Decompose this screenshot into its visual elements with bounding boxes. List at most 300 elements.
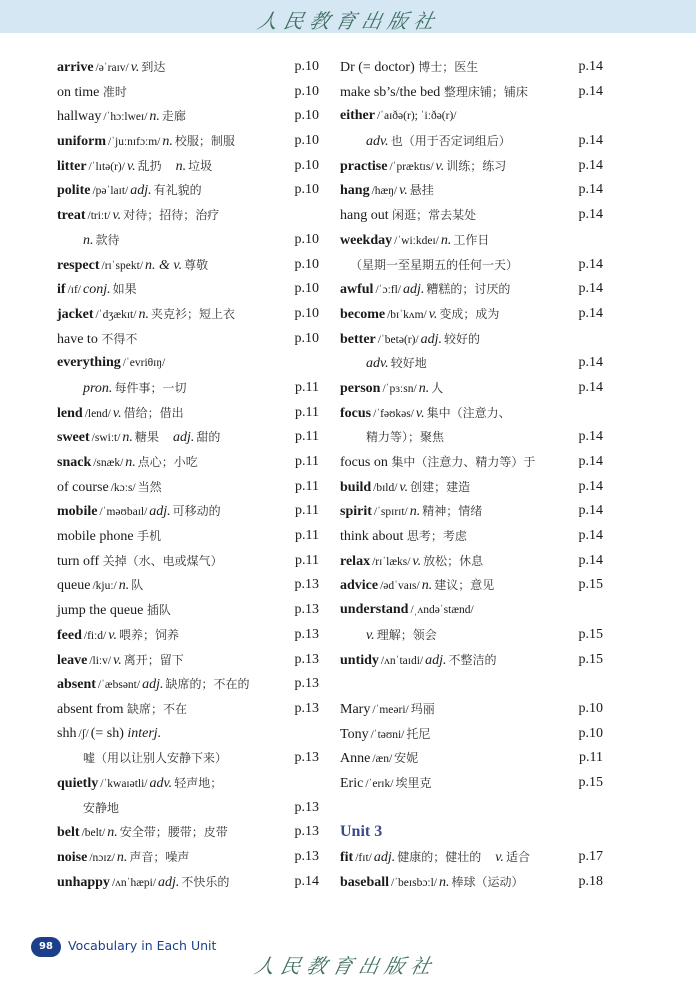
- vocab-line: [57, 845, 319, 870]
- page-reference: p.17: [578, 849, 603, 864]
- phonetic: /rɪˈspekt/: [101, 259, 144, 272]
- phonetic: /ˌʌndəˈstænd/: [410, 604, 474, 617]
- headword: queue: [57, 578, 91, 594]
- vocab-entry-text: [340, 771, 431, 797]
- part-of-speech: n.: [440, 232, 452, 248]
- vocabulary-column-left: [57, 55, 319, 894]
- meaning: 精神；情绪: [422, 504, 483, 519]
- headword: unhappy: [57, 874, 110, 890]
- meaning: 建议；意见: [434, 578, 495, 593]
- part-of-speech: v.: [435, 158, 445, 174]
- page-reference: p.10: [294, 108, 319, 124]
- meaning: 乱扔: [137, 158, 162, 173]
- part-of-speech: adj.: [425, 652, 447, 668]
- part-of-speech: adj.: [373, 850, 396, 865]
- section-title: Vocabulary in Each Unit: [68, 938, 217, 953]
- vocab-entry-text: [340, 253, 518, 279]
- vocab-line: [57, 450, 319, 475]
- phonetic: /triːt/: [87, 210, 111, 223]
- headword: litter: [57, 158, 87, 174]
- meaning: 埃里克: [395, 775, 432, 790]
- page-reference: p.13: [294, 824, 319, 840]
- meaning: （星期一至星期五的任何一天）: [350, 257, 519, 272]
- phonetic: /ˈkwaɪətli/: [100, 777, 148, 790]
- vocab-line: [340, 450, 603, 475]
- phonetic: /əˈraɪv/: [95, 62, 129, 74]
- part-of-speech: v.: [366, 627, 375, 643]
- phonetic: /belt/: [81, 827, 106, 840]
- meaning: 走廊: [161, 109, 186, 124]
- page-reference: p.14: [578, 305, 603, 321]
- meaning: 款待: [95, 232, 120, 247]
- headword: hang: [340, 183, 370, 199]
- meaning: 甜的: [196, 430, 221, 445]
- vocab-entry-text: [340, 178, 434, 204]
- meaning: 托尼: [406, 726, 431, 741]
- page-reference: p.14: [578, 83, 603, 99]
- phonetic: /hæŋ/: [371, 185, 398, 198]
- page-reference: p.11: [295, 454, 319, 469]
- part-of-speech: n.: [116, 850, 128, 865]
- vocab-line: [340, 524, 603, 549]
- meaning: 如果: [112, 282, 137, 297]
- vocab-entry-text: [57, 845, 189, 871]
- headword: (= sh): [90, 725, 128, 741]
- vocab-line: [340, 129, 603, 154]
- vocab-entry-text: [340, 746, 418, 772]
- meaning: 安妮: [394, 751, 419, 766]
- vocab-line: [57, 228, 319, 253]
- headword: practise: [340, 158, 388, 174]
- vocab-entry-text: [57, 870, 229, 896]
- meaning: 整理床铺；铺床: [443, 84, 528, 99]
- part-of-speech: n.: [122, 430, 133, 446]
- part-of-speech: v.: [399, 183, 408, 199]
- vocab-line: [340, 327, 603, 352]
- headword: baseball: [340, 874, 390, 890]
- meaning: 健康的；健壮的: [397, 850, 482, 864]
- vocab-line: [57, 573, 319, 598]
- page-reference: p.10: [294, 330, 319, 346]
- vocab-line: [57, 80, 319, 105]
- meaning: 棒球（运动）: [451, 874, 524, 889]
- vocab-entry-text: [57, 524, 161, 550]
- headword: better: [340, 331, 376, 347]
- meaning: 放松；休息: [423, 553, 484, 568]
- page-reference: p.14: [578, 355, 603, 371]
- page-reference: p.10: [294, 83, 319, 99]
- meaning: 不得不: [101, 331, 138, 346]
- meaning: 适合: [505, 850, 530, 864]
- meaning: 喂养；饲养: [118, 627, 179, 642]
- page-reference: p.10: [294, 182, 319, 198]
- vocab-line: [340, 722, 603, 747]
- meaning: 糟糕的；讨厌的: [426, 282, 511, 297]
- phonetic: /ˈwiːkdeɪ/: [394, 234, 439, 247]
- vocab-entry-text: [340, 55, 478, 81]
- headword: untidy: [340, 652, 379, 668]
- meaning: 悬挂: [409, 183, 434, 198]
- phonetic: /ˈlɪtə(r)/: [88, 160, 125, 173]
- meaning: 也（用于否定词组后）: [390, 134, 511, 149]
- vocab-entry-text: [57, 80, 127, 106]
- headword: weekday: [340, 232, 393, 248]
- vocab-entry-text: [340, 870, 524, 896]
- vocab-entry-text: [340, 80, 528, 106]
- page-reference: p.11: [295, 503, 319, 519]
- phonetic: /pəˈlaɪt/: [92, 185, 129, 198]
- vocab-line: [57, 549, 319, 574]
- part-of-speech: n.: [83, 232, 94, 248]
- part-of-speech: v.: [130, 60, 140, 75]
- page-reference: p.13: [294, 849, 319, 864]
- meaning: 当然: [137, 479, 162, 494]
- meaning: 人: [431, 380, 444, 395]
- vocab-entry-text: [340, 302, 499, 328]
- page-reference: p.11: [295, 552, 319, 568]
- meaning: 离开；留下: [123, 652, 184, 667]
- vocab-entry-text: [57, 771, 222, 797]
- vocab-line: [340, 376, 603, 401]
- part-of-speech: v.: [112, 208, 122, 224]
- headword: Eric: [340, 775, 364, 791]
- headword: Anne: [340, 751, 371, 767]
- vocab-entry-text: [340, 524, 467, 550]
- meaning: 变成；成为: [439, 306, 500, 321]
- page-reference: p.14: [578, 503, 603, 519]
- vocab-entry-text: [340, 450, 535, 476]
- meaning: 尊敬: [184, 257, 209, 272]
- page-reference: p.14: [578, 528, 603, 544]
- vocab-line: [57, 302, 319, 327]
- vocab-line: [340, 154, 603, 179]
- vocab-line: [57, 722, 319, 747]
- part-of-speech: v.: [415, 405, 425, 421]
- page-reference: p.14: [578, 552, 603, 568]
- vocab-line: [57, 178, 319, 203]
- vocab-line: [340, 104, 603, 129]
- page-reference: p.10: [578, 725, 603, 741]
- phonetic: /ˈbeɪsbɔːl/: [391, 876, 438, 889]
- page-reference: p.14: [578, 157, 603, 173]
- headword: shh: [57, 725, 77, 741]
- page-reference: p.11: [295, 478, 319, 494]
- part-of-speech: adj.: [172, 430, 195, 446]
- vocab-entry-text: [57, 796, 119, 822]
- meaning: 到达: [141, 60, 166, 74]
- vocab-line: [340, 203, 603, 228]
- page-reference: p.14: [578, 133, 603, 149]
- blank-line: [340, 672, 603, 697]
- page-reference: p.14: [578, 207, 603, 223]
- page-reference: p.11: [295, 404, 319, 420]
- headword: have to: [57, 331, 102, 347]
- vocab-entry-text: [340, 549, 483, 575]
- part-of-speech: v.: [399, 479, 409, 495]
- vocab-line: [57, 351, 319, 376]
- part-of-speech: v.: [428, 306, 438, 322]
- part-of-speech: v.: [108, 627, 117, 643]
- phonetic: /fɪt/: [355, 852, 372, 864]
- part-of-speech: n. & v.: [145, 257, 183, 273]
- vocab-entry-text: [57, 178, 202, 204]
- phonetic: /ˈfəʊkəs/: [373, 407, 414, 420]
- part-of-speech: adj.: [130, 183, 152, 199]
- vocab-line: [57, 524, 319, 549]
- page-reference: p.13: [294, 750, 319, 766]
- headword: understand: [340, 602, 409, 618]
- vocab-line: [57, 672, 319, 697]
- page-reference: p.13: [294, 651, 319, 667]
- headword: hallway: [57, 109, 102, 125]
- headword: if: [57, 282, 66, 298]
- vocab-line: [57, 327, 319, 352]
- meaning: 闲逛；常去某处: [392, 208, 477, 223]
- headword: arrive: [57, 60, 94, 75]
- meaning: 对待；招待；治疗: [123, 208, 220, 223]
- vocab-line: [340, 351, 603, 376]
- headword: Dr (= doctor): [340, 60, 419, 75]
- vocab-entry-text: [340, 401, 511, 427]
- headword: leave: [57, 652, 88, 668]
- vocab-line: [340, 302, 603, 327]
- vocab-entry-text: [340, 623, 437, 649]
- vocab-line: [340, 820, 603, 845]
- headword: everything: [57, 355, 121, 371]
- vocab-line: [57, 376, 319, 401]
- part-of-speech: v.: [495, 850, 504, 865]
- phonetic: /ˈspɪrɪt/: [373, 506, 408, 519]
- vocab-entry-text: [57, 228, 120, 254]
- headword: noise: [57, 850, 88, 865]
- meaning: 较好地: [390, 356, 427, 371]
- publisher-logo-footer: 人民教育出版社: [252, 954, 440, 978]
- vocab-line: [340, 697, 603, 722]
- vocab-entry-text: [340, 351, 427, 377]
- phonetic: /ˈbetə(r)/: [377, 333, 419, 346]
- part-of-speech: n.: [107, 825, 118, 841]
- headword: mobile phone: [57, 529, 138, 545]
- headword: relax: [340, 553, 371, 569]
- phonetic: /ʌnˈtaɪdi/: [380, 654, 424, 667]
- phonetic: /ˈevriθɪŋ/: [122, 357, 166, 370]
- vocab-entry-text: [57, 253, 208, 279]
- vocab-entry-text: [57, 722, 163, 747]
- vocab-line: [57, 129, 319, 154]
- headword: advice: [340, 578, 379, 594]
- part-of-speech: n.: [125, 455, 136, 470]
- vocab-entry-text: [57, 697, 187, 723]
- headword: think about: [340, 529, 407, 545]
- vocab-entry-text: [57, 277, 137, 303]
- headword: hang out: [340, 208, 393, 224]
- vocab-line: [57, 499, 319, 524]
- meaning: 手机: [137, 529, 162, 544]
- vocab-entry-text: [57, 203, 219, 229]
- phonetic: /snæk/: [93, 457, 124, 469]
- vocab-entry-text: [340, 573, 494, 599]
- vocab-entry-text: [57, 573, 143, 599]
- part-of-speech: n.: [421, 578, 433, 594]
- part-of-speech: v.: [112, 405, 122, 421]
- vocab-entry-text: [57, 475, 162, 501]
- meaning: 缺席；不在: [126, 701, 187, 716]
- meaning: 每件事；一切: [114, 380, 187, 395]
- page-reference: p.14: [294, 873, 319, 889]
- vocab-line: [57, 154, 319, 179]
- page-reference: p.14: [578, 182, 603, 198]
- vocab-line: [57, 253, 319, 278]
- vocabulary-column-right: [340, 55, 603, 894]
- part-of-speech: v.: [113, 652, 122, 668]
- part-of-speech: n.: [175, 158, 187, 174]
- page-reference: p.10: [578, 700, 603, 716]
- headword: spirit: [340, 504, 372, 520]
- headword: uniform: [57, 134, 106, 150]
- page-reference: p.14: [578, 454, 603, 469]
- vocab-entry-text: [340, 154, 506, 180]
- vocab-entry-text: [340, 104, 458, 129]
- phonetic: /ˈpɜːsn/: [382, 382, 417, 395]
- meaning: 糖果: [134, 430, 159, 445]
- vocab-line: [340, 598, 603, 623]
- meaning: 不快乐的: [181, 874, 230, 889]
- vocab-entry-text: [340, 475, 470, 501]
- headword: belt: [57, 825, 80, 841]
- page-reference: p.15: [578, 774, 603, 790]
- vocab-entry-text: [57, 55, 165, 81]
- page-number-badge: 98: [31, 937, 61, 957]
- page-reference: p.11: [579, 750, 603, 766]
- page-reference: p.14: [578, 478, 603, 494]
- vocab-entry-text: [57, 327, 137, 353]
- part-of-speech: conj.: [82, 282, 111, 298]
- vocab-entry-text: [57, 672, 249, 698]
- vocab-entry-text: [57, 820, 228, 846]
- meaning: 较好的: [444, 331, 481, 346]
- meaning: 可移动的: [172, 504, 221, 519]
- phonetic: /ˈtəʊni/: [370, 728, 405, 741]
- meaning: 嘘（用以让别人安静下来）: [83, 751, 228, 766]
- vocab-entry-text: [340, 228, 489, 254]
- vocab-entry-text: [340, 722, 430, 748]
- meaning: 队: [131, 578, 144, 593]
- vocab-line: [57, 104, 319, 129]
- vocab-entry-text: [57, 129, 235, 155]
- phonetic: /ˈaɪðə(r); ˈiːðə(r)/: [376, 110, 457, 123]
- phonetic: /ˈæbsənt/: [97, 679, 141, 692]
- part-of-speech: pron.: [83, 380, 113, 396]
- vocab-entry-text: [340, 277, 510, 303]
- headword: sweet: [57, 430, 90, 446]
- vocab-entry-text: [57, 746, 227, 772]
- vocab-line: [340, 648, 603, 673]
- headword: mobile: [57, 504, 98, 520]
- meaning: 理解；领会: [376, 627, 437, 642]
- headword: focus: [340, 405, 372, 421]
- vocab-entry-text: [340, 820, 382, 846]
- part-of-speech: adv.: [149, 775, 173, 791]
- vocab-line: [57, 623, 319, 648]
- page-reference: p.10: [294, 281, 319, 297]
- headword: awful: [340, 282, 374, 298]
- meaning: 轻声地；: [174, 775, 223, 790]
- headword: become: [340, 306, 386, 322]
- page-reference: p.15: [578, 626, 603, 642]
- page-reference: p.13: [294, 676, 319, 692]
- headword: make sb’s/the bed: [340, 84, 444, 100]
- vocab-line: [57, 697, 319, 722]
- vocab-line: [57, 796, 319, 821]
- page-reference: p.13: [294, 626, 319, 642]
- vocab-entry-text: [57, 450, 198, 476]
- vocab-line: [340, 253, 603, 278]
- vocab-entry-text: [57, 623, 179, 649]
- page-reference: p.10: [294, 305, 319, 321]
- vocab-line: [57, 870, 319, 895]
- headword: lend: [57, 405, 83, 421]
- page-reference: p.13: [294, 799, 319, 815]
- vocab-line: [57, 820, 319, 845]
- vocab-line: [340, 573, 603, 598]
- headword: fit: [340, 850, 354, 865]
- vocab-line: [57, 55, 319, 80]
- phonetic: /ˈɔːfl/: [375, 284, 401, 297]
- part-of-speech: interj.: [127, 725, 162, 741]
- headword: polite: [57, 183, 91, 199]
- headword: person: [340, 380, 381, 396]
- vocab-entry-text: [57, 401, 184, 427]
- vocab-line: [340, 178, 603, 203]
- page-reference: p.10: [294, 157, 319, 173]
- phonetic: /kjuː/: [92, 580, 117, 593]
- vocab-line: [57, 746, 319, 771]
- vocab-line: [57, 401, 319, 426]
- vocab-line: [340, 425, 603, 450]
- part-of-speech: v.: [126, 158, 136, 174]
- vocab-entry-text: [57, 499, 221, 525]
- page-reference: p.18: [578, 873, 603, 889]
- vocab-line: [340, 228, 603, 253]
- part-of-speech: n.: [162, 134, 173, 150]
- part-of-speech: n.: [149, 109, 160, 125]
- vocab-entry-text: [57, 104, 186, 130]
- phonetic: /ʌnˈhæpi/: [111, 876, 157, 889]
- meaning: 工作日: [453, 232, 490, 247]
- meaning: 不整洁的: [448, 652, 497, 667]
- phonetic: /ˈpræktɪs/: [389, 160, 434, 173]
- vocab-line: [340, 623, 603, 648]
- vocab-entry-text: [340, 327, 480, 353]
- phonetic: /rɪˈlæks/: [372, 555, 411, 568]
- part-of-speech: n.: [118, 578, 130, 594]
- meaning: 点心；小吃: [137, 455, 198, 469]
- vocab-line: [340, 401, 603, 426]
- vocab-entry-text: [340, 845, 530, 871]
- phonetic: /bɪld/: [373, 481, 398, 494]
- publisher-logo: 人民教育出版社: [255, 9, 443, 33]
- part-of-speech: adj.: [142, 677, 164, 693]
- phonetic: /fiːd/: [83, 629, 107, 642]
- vocab-line: [57, 203, 319, 228]
- vocab-line: [340, 549, 603, 574]
- meaning: 安全带；腰带；皮带: [119, 825, 228, 840]
- vocab-line: [57, 425, 319, 450]
- meaning: 集中（注意力、: [426, 405, 511, 420]
- vocab-entry-text: [57, 302, 235, 328]
- vocab-line: [57, 648, 319, 673]
- page-reference: p.13: [294, 700, 319, 716]
